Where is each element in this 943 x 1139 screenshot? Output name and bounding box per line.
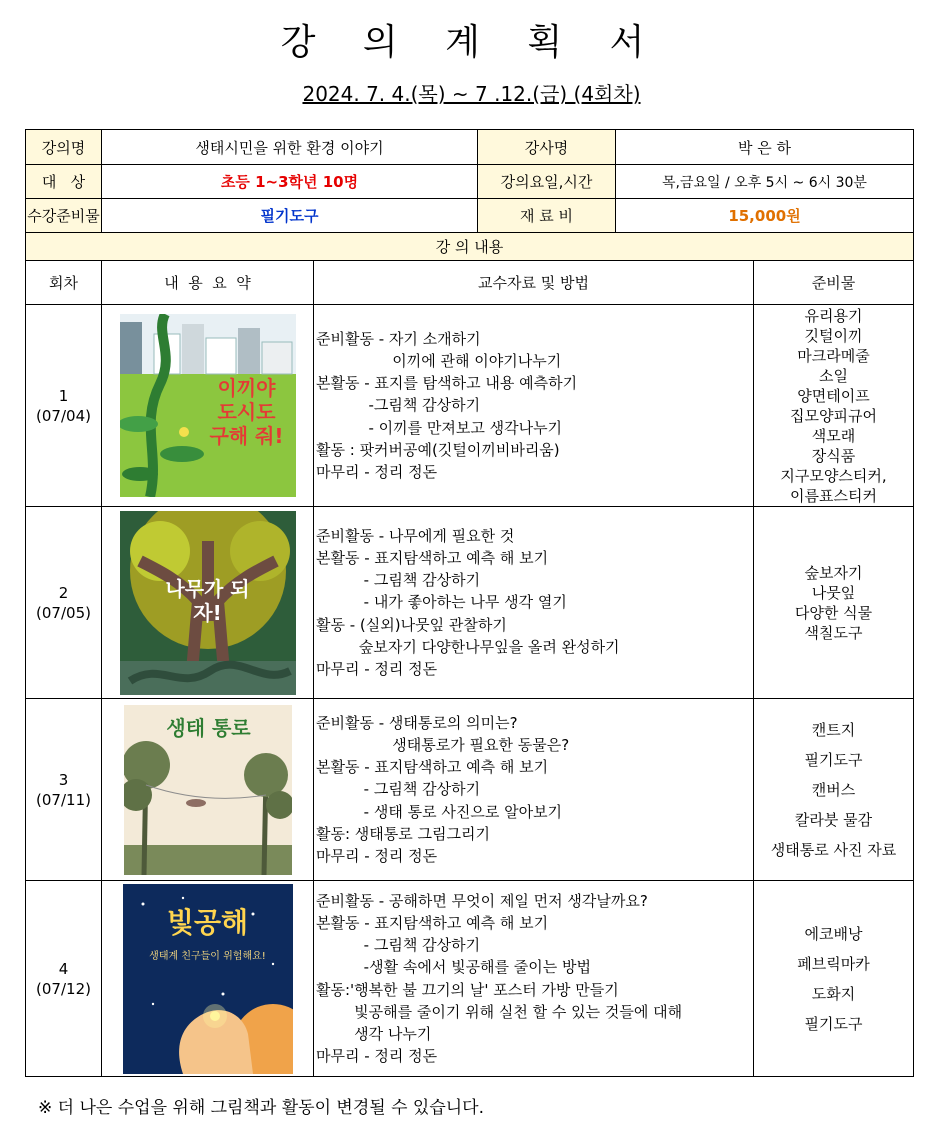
info-row-supplies — [26, 199, 914, 233]
info-row-course — [26, 130, 914, 165]
prep-item: 다양한 식물 — [794, 603, 873, 622]
prep-item: 캔트지 — [811, 720, 856, 739]
col-summary: 내 용 요 약 — [102, 261, 314, 305]
schedule-value: 목,금요일 / 오후 5시 ~ 6시 30분 — [662, 174, 867, 191]
prep-item: 필기도구 — [804, 750, 863, 769]
target-label: 대 상 — [26, 165, 102, 199]
prep-item: 칼라붓 물감 — [794, 810, 873, 829]
instructor-value: 박 은 하 — [737, 138, 791, 157]
prep-item: 에코배낭 — [804, 924, 863, 943]
col-prep: 준비물 — [754, 261, 914, 305]
session-cell: 4 (07/12) — [26, 881, 102, 1077]
prep-item: 숲보자기 — [804, 563, 863, 582]
book-cover-moss — [120, 314, 296, 497]
supplies-value: 필기도구 — [102, 199, 478, 233]
section-title: 강 의 내용 — [26, 233, 914, 261]
info-row-target — [26, 165, 914, 199]
prep-list — [754, 699, 914, 881]
session-row — [26, 881, 914, 1077]
prep-item: 유리용기 — [804, 306, 863, 325]
book-title: 빛공해 — [166, 905, 249, 939]
fee-value: 15,000원 — [728, 207, 801, 225]
col-method: 교수자료 및 방법 — [314, 261, 754, 305]
prep-item: 필기도구 — [804, 1014, 863, 1033]
session-row — [26, 507, 914, 699]
prep-item: 지구모양스티커, — [780, 466, 887, 485]
prep-item: 나뭇잎 — [811, 583, 856, 602]
session-content: 준비활동 - 자기 소개하기 이끼에 관해 이야기나누기 본활동 - 표지를 탐색하고 내용 예측하기 -그림책 감상하기 - 이끼를 만져보고 생각나누기 활동 : 팟커버공예(깃털이끼비바리움) 마무리 - 정리 정돈 — [314, 305, 754, 507]
prep-item: 집모양피규어 — [790, 406, 877, 425]
target-value: 초등 1~3학년 10명 — [102, 165, 478, 199]
instructor-label: 강사명 — [478, 130, 616, 164]
session-row — [26, 305, 914, 507]
schedule-label: 강의요일,시간 — [478, 165, 616, 198]
course-value: 생태시민을 위한 환경 이야기 — [102, 130, 478, 165]
footnote: ※ 더 나은 수업을 위해 그림책과 활동이 변경될 수 있습니다. — [38, 1098, 484, 1118]
session-content: 준비활동 - 생태통로의 의미는? 생태통로가 필요한 동물은? 본활동 - 표지탐색하고 예측 해 보기 - 그림책 감상하기 - 생태 통로 사진으로 알아보기 활동: 생태통로 그림그리기 마무리 - 정리 정돈 — [314, 699, 754, 881]
prep-item: 장식품 — [811, 446, 856, 465]
col-session: 회차 — [26, 261, 102, 305]
prep-item: 이름표스티커 — [790, 486, 877, 505]
course-period: 2024. 7. 4.(목) ~ 7 .12.(금) (4회차) — [302, 82, 641, 106]
book-title: 생태 통로 — [166, 715, 251, 740]
session-cell: 1 (07/04) — [26, 305, 102, 507]
course-label: 강의명 — [26, 130, 102, 165]
prep-list — [754, 305, 914, 507]
prep-list — [754, 507, 914, 699]
session-cell: 3 (07/11) — [26, 699, 102, 881]
book-cover-cell — [102, 507, 314, 699]
page-title: 강 의 계 획 서 — [280, 22, 663, 63]
prep-item: 양면테이프 — [797, 386, 870, 405]
prep-item: 색칠도구 — [804, 623, 863, 642]
session-content: 준비활동 - 나무에게 필요한 것 본활동 - 표지탐색하고 예측 해 보기 - 그림책 감상하기 - 내가 좋아하는 나무 생각 열기 활동 - (실외)나뭇잎 관찰하기 숲보자기 다양한나무잎을 올려 완성하기 마무리 - 정리 정돈 — [314, 507, 754, 699]
book-cover-light-pollution — [123, 884, 293, 1074]
prep-list — [754, 881, 914, 1077]
prep-item: 마크라메줄 — [797, 346, 870, 365]
book-cover-tree — [120, 511, 296, 695]
session-row — [26, 699, 914, 881]
book-cover-cell — [102, 699, 314, 881]
prep-item: 도화지 — [811, 984, 856, 1003]
book-title: 나무가 되자! — [165, 576, 250, 625]
session-cell: 2 (07/05) — [26, 507, 102, 699]
lecture-plan-table — [25, 129, 914, 1077]
prep-item: 색모래 — [811, 426, 856, 445]
fee-label: 재 료 비 — [478, 199, 616, 232]
book-subtitle: 생태계 친구들이 위험해요! — [149, 950, 266, 962]
prep-item: 캔버스 — [811, 780, 856, 799]
prep-item: 깃털이끼 — [804, 326, 863, 345]
book-cover-eco-corridor — [124, 705, 292, 875]
prep-item: 소일 — [819, 366, 848, 385]
book-cover-cell — [102, 881, 314, 1077]
supplies-label: 수강준비물 — [26, 199, 102, 233]
prep-item: 페브릭마카 — [797, 954, 870, 973]
column-header-row — [26, 261, 914, 305]
book-title: 이끼야 도시도 구해 줘! — [209, 376, 284, 448]
book-cover-cell — [102, 305, 314, 507]
session-content: 준비활동 - 공해하면 무엇이 제일 먼저 생각날까요? 본활동 - 표지탐색하고 예측 해 보기 - 그림책 감상하기 -생활 속에서 빛공해를 줄이는 방법 활동:'행복한 불 끄기의 날' 포스터 가방 만들기 빛공해를 줄이기 위해 실천 할 수 있는 것들에 대해 생각 나누기 마무리 - 정리 정돈 — [314, 881, 754, 1077]
prep-item: 생태통로 사진 자료 — [770, 840, 897, 859]
